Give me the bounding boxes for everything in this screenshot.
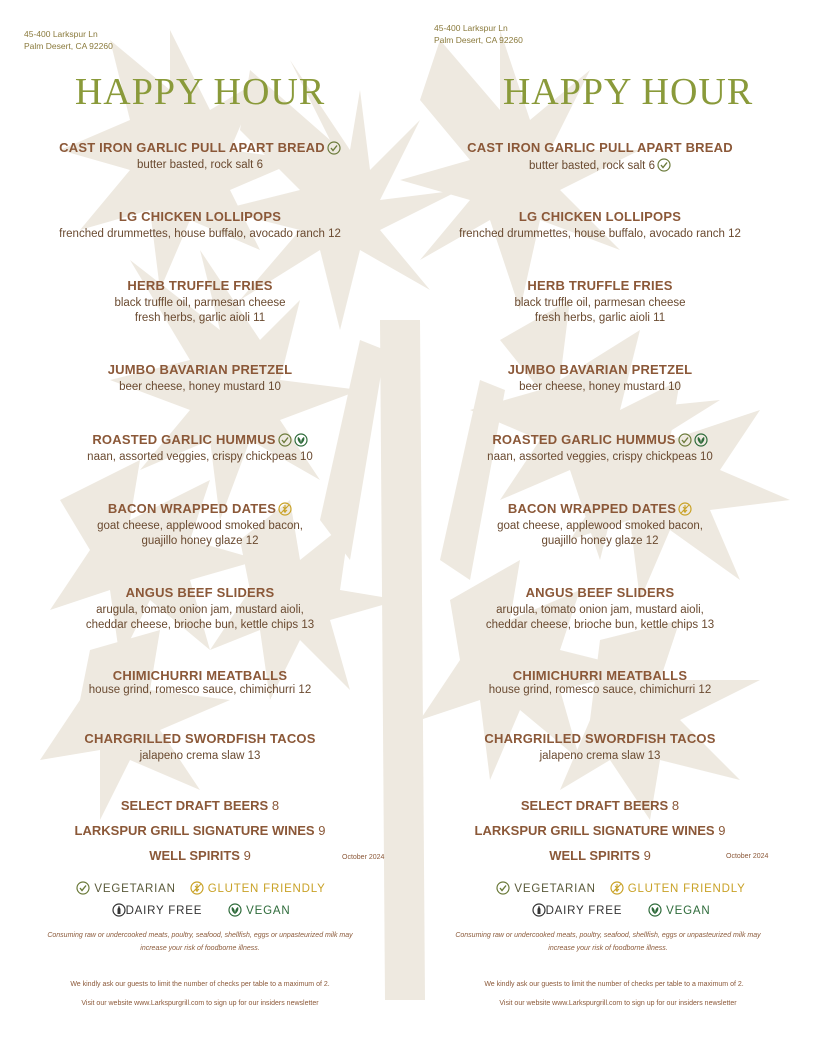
menu-item (400, 209, 800, 242)
item-description: black truffle oil, parmesan cheese fresh herbs, garlic aioli 11 (514, 297, 686, 324)
item-name: ANGUS BEEF SLIDERS (525, 585, 675, 600)
menu-item (0, 362, 400, 395)
legend-vegan: VEGAN (246, 905, 291, 917)
menu-item (0, 140, 400, 173)
item-name: CAST IRON GARLIC PULL APART BREAD (467, 140, 733, 155)
vegetarian-icon (678, 433, 692, 447)
drink-item: LARKSPUR GRILL SIGNATURE WINES 9 (74, 823, 326, 838)
legend-row (0, 903, 400, 917)
item-name: HERB TRUFFLE FRIES (527, 278, 673, 293)
item-name: JUMBO BAVARIAN PRETZEL (107, 362, 293, 377)
website-note: Visit our website www.Larkspurgrill.com to sign up for our insiders newsletter (499, 1000, 737, 1007)
vegan-icon (228, 903, 242, 917)
item-name: CHARGRILLED SWORDFISH TACOS (484, 731, 716, 746)
item-description: black truffle oil, parmesan cheese fresh herbs, garlic aioli 11 (114, 297, 286, 324)
item-name: BACON WRAPPED DATES (0, 501, 400, 516)
address-line2: Palm Desert, CA 92260 (434, 35, 523, 45)
gluten-friendly-icon (190, 881, 204, 895)
vegetarian-icon (496, 881, 510, 895)
menu-item (0, 209, 400, 242)
item-name: LG CHICKEN LOLLIPOPS (518, 209, 682, 224)
item-description: house grind, romesco sauce, chimichurri 12 (88, 684, 312, 696)
item-description: arugula, tomato onion jam, mustard aioli, cheddar cheese, brioche bun, kettle chips 13 (85, 604, 315, 631)
menu-item (400, 731, 800, 764)
disclaimer: Consuming raw or undercooked meats, poultry, seafood, shellfish, eggs or unpasteurized milk may increase your risk of foodborne illness. (455, 932, 761, 952)
address-line2: Palm Desert, CA 92260 (24, 41, 113, 51)
item-description: naan, assorted veggies, crispy chickpeas 10 (487, 451, 713, 463)
drink-item: LARKSPUR GRILL SIGNATURE WINES 9 (474, 823, 726, 838)
legend-gluten-friendly: GLUTEN FRIENDLY (627, 883, 746, 895)
item-description: naan, assorted veggies, crispy chickpeas 10 (87, 451, 313, 463)
item-description: beer cheese, honey mustard 10 (119, 381, 281, 393)
item-name: CHIMICHURRI MEATBALLS (512, 668, 688, 683)
vegan-icon (648, 903, 662, 917)
item-name: LG CHICKEN LOLLIPOPS (118, 209, 282, 224)
menu-item (0, 278, 400, 326)
drink-item: WELL SPIRITS 9 (549, 848, 651, 863)
item-description: arugula, tomato onion jam, mustard aioli, cheddar cheese, brioche bun, kettle chips 13 (485, 604, 715, 631)
item-name: JUMBO BAVARIAN PRETZEL (507, 362, 693, 377)
checks-note: We kindly ask our guests to limit the number of checks per table to a maximum of 2. (484, 981, 744, 988)
address-line1: 45-400 Larkspur Ln (434, 23, 508, 33)
dairy-free-icon (112, 903, 126, 917)
item-description: jalapeno crema slaw 13 (539, 750, 661, 762)
menu-item (400, 140, 800, 174)
menu-item (0, 585, 400, 633)
dairy-free-icon (532, 903, 546, 917)
drink-item: SELECT DRAFT BEERS 8 (120, 798, 280, 813)
menu-date: October 2024 (342, 854, 385, 861)
website-note: Visit our website www.Larkspurgrill.com to sign up for our insiders newsletter (81, 1000, 319, 1007)
vegetarian-icon (657, 158, 671, 172)
menu-item (0, 668, 400, 698)
item-name: ANGUS BEEF SLIDERS (125, 585, 275, 600)
item-description: house grind, romesco sauce, chimichurri 12 (488, 684, 712, 696)
vegetarian-icon (327, 141, 341, 155)
menu-item (400, 432, 800, 465)
menu-item (400, 668, 800, 698)
drink-item: WELL SPIRITS 9 (149, 848, 251, 863)
item-name: ROASTED GARLIC HUMMUS (0, 432, 400, 447)
legend-vegan: VEGAN (666, 905, 711, 917)
vegetarian-icon (76, 881, 90, 895)
item-name: CHARGRILLED SWORDFISH TACOS (84, 731, 316, 746)
item-name: BACON WRAPPED DATES (400, 501, 800, 516)
menu-date: October 2024 (726, 853, 769, 860)
legend-vegetarian: VEGETARIAN (94, 883, 176, 895)
address (434, 22, 523, 46)
menu-column-left (0, 0, 400, 1056)
item-description: butter basted, rock salt 6 (400, 158, 800, 174)
item-description: frenched drummettes, house buffalo, avocado ranch 12 (459, 228, 741, 240)
legend-gluten-friendly: GLUTEN FRIENDLY (207, 883, 326, 895)
legend-row (420, 881, 816, 895)
menu-item (400, 362, 800, 395)
vegan-icon (294, 433, 308, 447)
address-line1: 45-400 Larkspur Ln (24, 29, 98, 39)
gluten-friendly-icon (610, 881, 624, 895)
drink-item: SELECT DRAFT BEERS 8 (520, 798, 680, 813)
menu-item (0, 731, 400, 764)
item-description: frenched drummettes, house buffalo, avocado ranch 12 (59, 228, 341, 240)
menu-column-right (400, 0, 800, 1056)
item-name: CAST IRON GARLIC PULL APART BREAD (0, 140, 400, 155)
legend-dairy-free: DAIRY FREE (545, 905, 623, 917)
menu-item (400, 501, 800, 549)
item-name: HERB TRUFFLE FRIES (127, 278, 273, 293)
legend-row (0, 881, 400, 895)
disclaimer: Consuming raw or undercooked meats, poultry, seafood, shellfish, eggs or unpasteurized milk may increase your risk of foodborne illness. (47, 932, 353, 952)
menu-item (0, 432, 400, 465)
item-description: jalapeno crema slaw 13 (139, 750, 261, 762)
vegetarian-icon (278, 433, 292, 447)
vegan-icon (694, 433, 708, 447)
item-description: goat cheese, applewood smoked bacon, guajillo honey glaze 12 (497, 520, 703, 547)
legend-dairy-free: DAIRY FREE (125, 905, 203, 917)
gluten-friendly-icon (678, 502, 692, 516)
page-title: HAPPY HOUR (74, 71, 326, 113)
menu-item (400, 278, 800, 326)
page-title: HAPPY HOUR (502, 71, 754, 113)
legend-row (420, 903, 816, 917)
item-name: ROASTED GARLIC HUMMUS (400, 432, 800, 447)
item-description: goat cheese, applewood smoked bacon, guajillo honey glaze 12 (97, 520, 303, 547)
address (24, 28, 113, 52)
gluten-friendly-icon (278, 502, 292, 516)
checks-note: We kindly ask our guests to limit the number of checks per table to a maximum of 2. (70, 981, 330, 988)
item-description: beer cheese, honey mustard 10 (519, 381, 681, 393)
menu-item (0, 501, 400, 549)
item-description: butter basted, rock salt 6 (137, 159, 263, 171)
menu-item (400, 585, 800, 633)
legend-vegetarian: VEGETARIAN (514, 883, 596, 895)
item-name: CHIMICHURRI MEATBALLS (112, 668, 288, 683)
